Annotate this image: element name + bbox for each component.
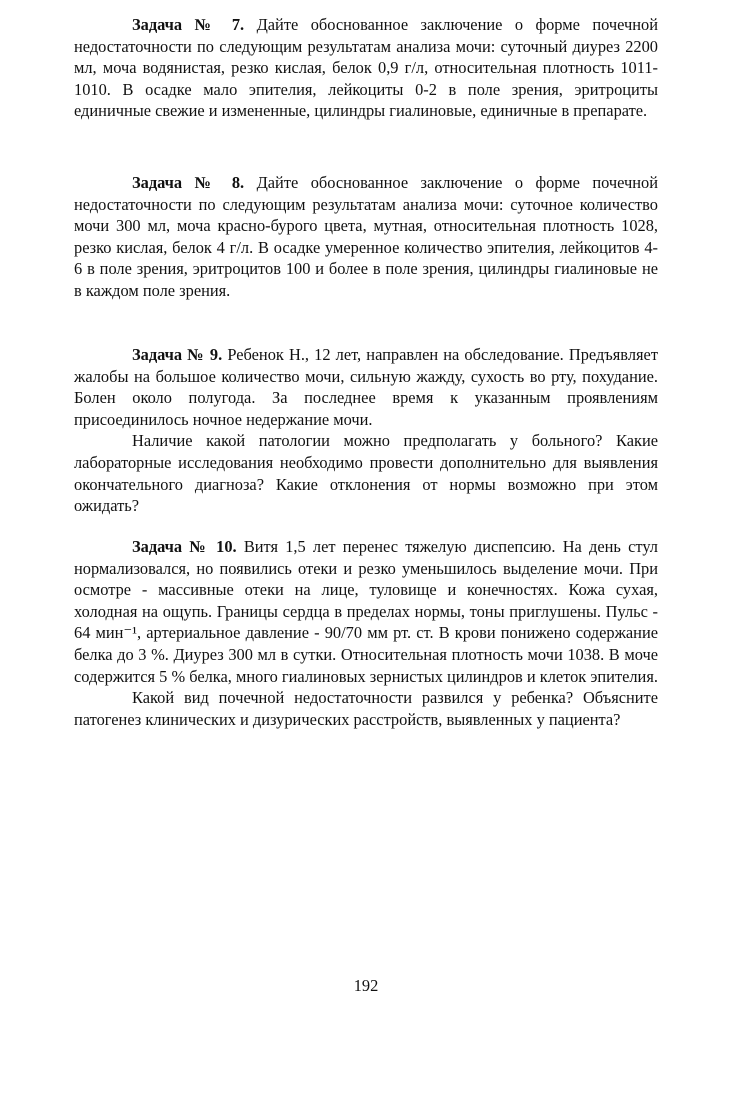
task-7-text: Дайте обоснованное заключение о форме почечной недостаточности по следующим результатам анализа мочи: суточный диурез 2200 мл, моча водянистая, резко кислая, белок 0,9 г/л, относительная плотность 1011-1010. В осадке мало эпителия, лейкоциты 0-2 в поле зрения, эритроциты единичные свежие и измененные, цилиндры гиалиновые, единичные в препарате. xyxy=(74,15,658,121)
task-10-question: Какой вид почечной недостаточности развился у ребенка? Объясните патогенез клинических и дизурических расстройств, выявленных у пациента? xyxy=(74,688,658,729)
task-10-label: Задача № 10. xyxy=(132,537,237,556)
task-9-label: Задача № 9. xyxy=(132,345,223,364)
task-9-text: Ребенок Н., 12 лет, направлен на обследование. Предъявляет жалобы на большое количество мочи, сильную жажду, сухость во рту, похудание. Болен около полугода. За последнее время к указанным проявлениям присоединилось ночное недержание мочи. xyxy=(74,345,658,429)
task-10-paragraph-1 xyxy=(74,536,658,687)
task-8-text: Дайте обоснованное заключение о форме почечной недостаточности по следующим результатам анализа мочи: суточное количество мочи 300 мл, моча красно-бурого цвета, мутная, относительная плотность 1028, резко кислая, белок 4 г/л. В осадке умеренное количество эпителия, лейкоцитов 4-6 в поле зрения, эритроцитов 100 и более в поле зрения, цилиндры гиалиновые не в каждом поле зрения. xyxy=(74,173,658,300)
task-10-text: Витя 1,5 лет перенес тяжелую диспепсию. На день стул нормализовался, но появились отеки и резко уменьшилось выделение мочи. При осмотре - массивные отеки на лице, туловище и конечностях. Кожа сухая, холодная на ощупь. Границы сердца в пределах нормы, тоны приглушены. Пульс - 64 мин⁻¹, артериальное давление - 90/70 мм рт. ст. В крови понижено содержание белка до 3 %. Диурез 300 мл в сутки. Относительная плотность мочи 1038. В моче содержится 5 % белка, много гиалиновых зернистых цилиндров и клеток эпителия. xyxy=(74,537,659,686)
task-8-label: Задача № 8. xyxy=(132,173,245,192)
task-7-label: Задача № 7. xyxy=(132,15,245,34)
task-9-question: Наличие какой патологии можно предполагать у больного? Какие лабораторные исследования необходимо провести дополнительно для выявления окончательного диагноза? Какие отклонения от нормы возможно при этом ожидать? xyxy=(74,431,658,516)
task-8-paragraph-1 xyxy=(74,172,658,302)
task-7-paragraph-1 xyxy=(74,14,658,122)
task-9 xyxy=(74,344,658,517)
task-9-paragraph-1 xyxy=(74,344,658,430)
page-number: 192 xyxy=(353,976,379,995)
task-10 xyxy=(74,536,658,730)
task-8 xyxy=(74,172,658,302)
task-7 xyxy=(74,14,658,122)
